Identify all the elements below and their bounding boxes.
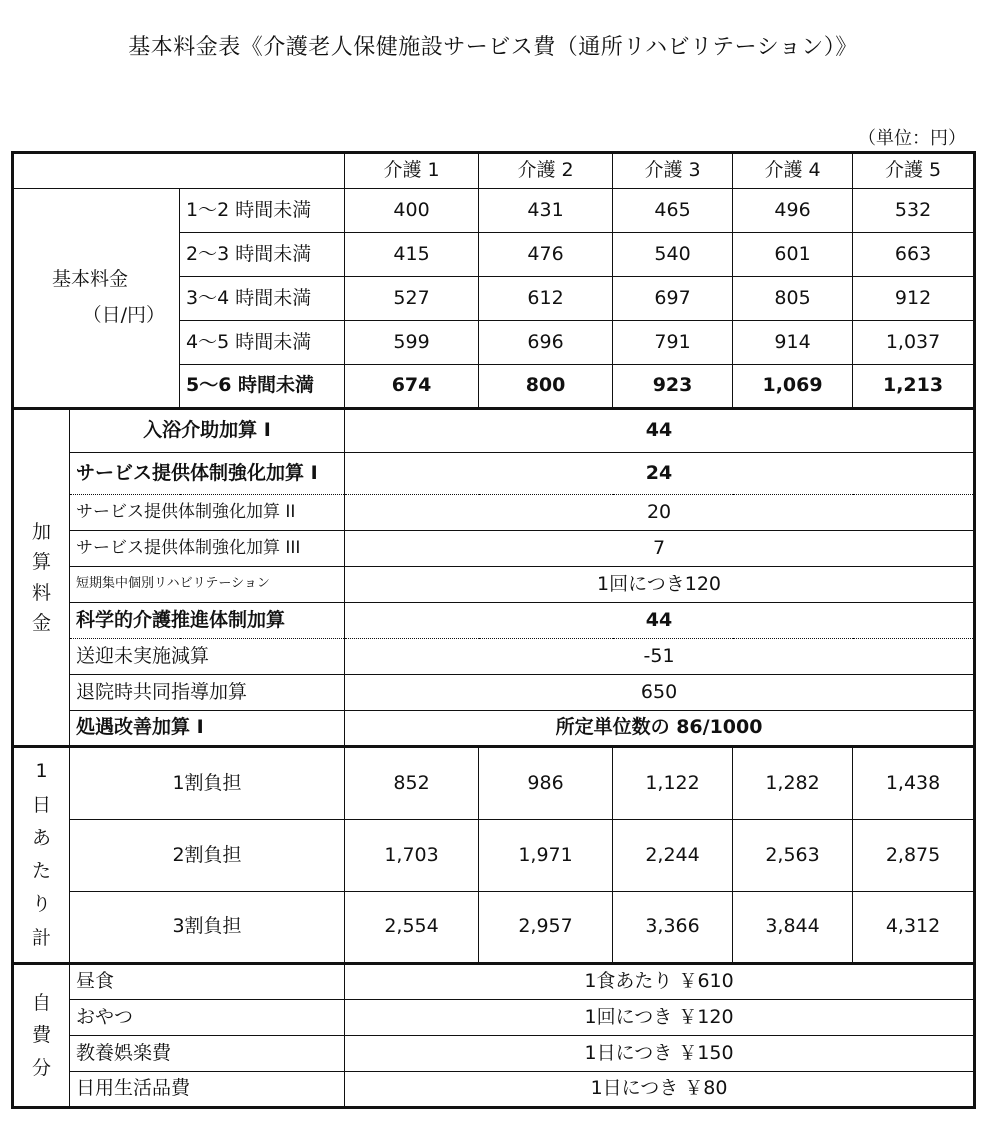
daily-total-value: 1,122: [613, 747, 733, 820]
basic-value: 540: [613, 233, 733, 277]
basic-label-cell: [13, 189, 180, 409]
daily-total-row: [13, 747, 975, 820]
self-pay-item: おやつ: [70, 1000, 345, 1036]
addition-row: [13, 675, 975, 711]
basic-value: 1,037: [853, 321, 975, 365]
self-pay-price: 1日につき ￥150: [345, 1036, 975, 1072]
addition-row: [13, 495, 975, 531]
basic-value: 800: [479, 365, 613, 409]
addition-row: [13, 453, 975, 495]
basic-value: 912: [853, 277, 975, 321]
basic-value: 415: [345, 233, 479, 277]
care-level-header: 介護 3: [613, 153, 733, 189]
addition-name: 送迎未実施減算: [70, 639, 345, 675]
basic-value: 612: [479, 277, 613, 321]
daily-total-value: 2,554: [345, 892, 479, 964]
basic-value: 791: [613, 321, 733, 365]
basic-value: 400: [345, 189, 479, 233]
self-pay-price: 1回につき ￥120: [345, 1000, 975, 1036]
addition-row: [13, 567, 975, 603]
self-pay-label-cell: [13, 964, 70, 1108]
self-pay-price: 1日につき ￥80: [345, 1072, 975, 1108]
addition-name: サービス提供体制強化加算 III: [70, 531, 345, 567]
basic-value: 697: [613, 277, 733, 321]
addition-value: 44: [345, 409, 975, 453]
addition-name: 入浴介助加算 I: [70, 409, 345, 453]
burden-label: 2割負担: [70, 820, 345, 892]
self-pay-item: 昼食: [70, 964, 345, 1000]
fee-table: [11, 151, 976, 1109]
basic-value: 527: [345, 277, 479, 321]
daily-total-value: 4,312: [853, 892, 975, 964]
basic-value: 601: [733, 233, 853, 277]
addition-row: [13, 409, 975, 453]
basic-value: 696: [479, 321, 613, 365]
addition-value: 1回につき120: [345, 567, 975, 603]
daily-total-value: 2,244: [613, 820, 733, 892]
addition-row: [13, 531, 975, 567]
basic-row: [13, 189, 975, 233]
addition-value: -51: [345, 639, 975, 675]
addition-name: 短期集中個別リハビリテーション: [70, 567, 345, 603]
addition-name: サービス提供体制強化加算 I: [70, 453, 345, 495]
duration-label: 3～4 時間未満: [180, 277, 345, 321]
self-pay-price: 1食あたり ￥610: [345, 964, 975, 1000]
basic-value: 923: [613, 365, 733, 409]
daily-total-value: 1,282: [733, 747, 853, 820]
self-pay-row: [13, 1072, 975, 1108]
duration-label: 4～5 時間未満: [180, 321, 345, 365]
basic-sublabel: （日/円）: [82, 304, 165, 326]
unit-note: （単位：円）: [858, 128, 966, 149]
basic-label: 基本料金: [52, 268, 129, 291]
basic-value: 532: [853, 189, 975, 233]
addition-value: 7: [345, 531, 975, 567]
daily-total-value: 3,844: [733, 892, 853, 964]
self-pay-item: 教養娯楽費: [70, 1036, 345, 1072]
duration-label: 1～2 時間未満: [180, 189, 345, 233]
daily-total-value: 1,438: [853, 747, 975, 820]
addition-name: サービス提供体制強化加算 II: [70, 495, 345, 531]
addition-value: 所定単位数の 86/1000: [345, 711, 975, 747]
care-level-header: 介護 4: [733, 153, 853, 189]
addition-value: 24: [345, 453, 975, 495]
addition-name: 処遇改善加算 I: [70, 711, 345, 747]
self-pay-row: [13, 1036, 975, 1072]
addition-name: 科学的介護推進体制加算: [70, 603, 345, 639]
self-pay-row: [13, 1000, 975, 1036]
addition-value: 650: [345, 675, 975, 711]
daily-total-value: 1,703: [345, 820, 479, 892]
basic-value: 599: [345, 321, 479, 365]
care-level-header: 介護 5: [853, 153, 975, 189]
daily-total-value: 3,366: [613, 892, 733, 964]
page-title: 基本料金表《介護老人保健施設サービス費（通所リハビリテーション）》: [128, 35, 858, 60]
header-row: [13, 153, 975, 189]
basic-value: 496: [733, 189, 853, 233]
basic-value: 674: [345, 365, 479, 409]
self-pay-label: 自 費 分: [31, 992, 51, 1079]
addition-value: 20: [345, 495, 975, 531]
additions-label-cell: [13, 409, 70, 747]
basic-value: 1,069: [733, 365, 853, 409]
basic-value: 431: [479, 189, 613, 233]
basic-value: 663: [853, 233, 975, 277]
addition-value: 44: [345, 603, 975, 639]
daily-total-row: [13, 892, 975, 964]
additions-label: 加 算 料 金: [31, 520, 51, 634]
basic-value: 465: [613, 189, 733, 233]
burden-label: 3割負担: [70, 892, 345, 964]
care-level-header: 介護 2: [479, 153, 613, 189]
care-level-header: 介護 1: [345, 153, 479, 189]
daily-total-value: 2,957: [479, 892, 613, 964]
basic-value: 914: [733, 321, 853, 365]
daily-total-value: 1,971: [479, 820, 613, 892]
basic-value: 476: [479, 233, 613, 277]
daily-total-value: 986: [479, 747, 613, 820]
daily-total-value: 2,875: [853, 820, 975, 892]
daily-total-value: 2,563: [733, 820, 853, 892]
burden-label: 1割負担: [70, 747, 345, 820]
daily-total-value: 852: [345, 747, 479, 820]
self-pay-item: 日用生活品費: [70, 1072, 345, 1108]
daily-total-label-cell: [13, 747, 70, 964]
addition-row: [13, 603, 975, 639]
self-pay-row: [13, 964, 975, 1000]
daily-total-label: 1 日 あ た り 計: [31, 760, 51, 949]
duration-label: 5～6 時間未満: [180, 365, 345, 409]
basic-value: 1,213: [853, 365, 975, 409]
duration-label: 2～3 時間未満: [180, 233, 345, 277]
daily-total-row: [13, 820, 975, 892]
addition-row: [13, 639, 975, 675]
basic-value: 805: [733, 277, 853, 321]
addition-name: 退院時共同指導加算: [70, 675, 345, 711]
header-blank: [13, 153, 345, 189]
addition-row: [13, 711, 975, 747]
